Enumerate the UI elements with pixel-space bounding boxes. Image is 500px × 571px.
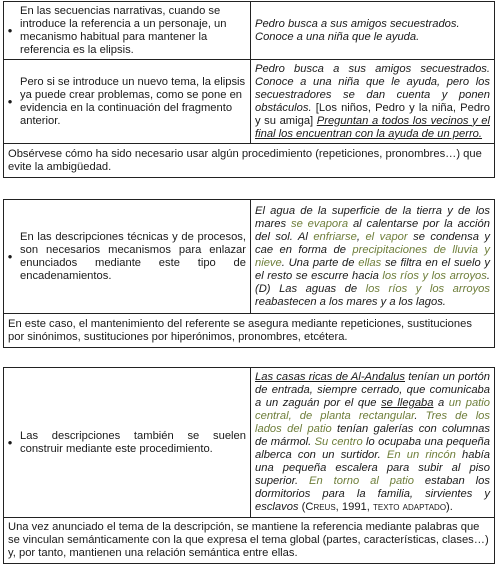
narrative-table [3, 1, 495, 178]
bullet: • [4, 2, 17, 60]
note-cell: Una vez anunciado el tema de la descripción, se mantiene la referencia mediante palabras que se vinculan semánticamente con la que expresa el tema global (partes, características, clases…) y, por tanto, mantienen una relación semántica entre ellas. [4, 518, 495, 564]
example-text: lo ocupaba una pequeña alberca con un surtidor. [255, 436, 490, 461]
example-text: tenían galerías con columnas de mármol. [255, 423, 490, 448]
highlight: Su centro [314, 436, 363, 448]
description-table [3, 367, 495, 564]
table-row [4, 518, 495, 564]
highlight: se evapora [290, 217, 349, 230]
highlight: ellas [358, 256, 382, 269]
highlight: enfriarse [313, 230, 357, 243]
table-row [4, 314, 495, 348]
example-text: estaban los dormitorios para la familia, sirvientes y esclavos [255, 475, 490, 513]
table-row [4, 200, 495, 314]
citation: (Creus, 1991, texto adaptado). [301, 501, 453, 513]
example-text: . Una parte de [281, 256, 359, 269]
bullet: • [4, 200, 17, 314]
example-text: tenían un portón de entrada, siempre cerrado, que comunicaba a un zaguán por el que [255, 371, 490, 409]
table-row [4, 144, 495, 178]
example-text: al calentarse por la acción del sol. Al [255, 217, 490, 243]
left-cell: En las descripciones técnicas y de procesos, son necesarios mecanismos para enlazar enunciados mediante este tipo de encadenamientos. [16, 200, 251, 314]
example-text: a [433, 397, 449, 409]
highlight: los ríos y los arroyos [382, 269, 487, 282]
example-text: Pedro busca a sus amigos secuestrados. Conoce a una niña que le ayuda, pero los secuestradores se dan cuenta y ponen obstáculos. [255, 62, 490, 114]
table-row [4, 368, 495, 518]
example-text: se filtra en el suelo y el resto se escurre hacia [255, 256, 490, 282]
bullet: • [4, 368, 17, 518]
bracketed-options: [Los niños, Pedro y la niña, Pedro y su amiga] [255, 101, 491, 127]
left-cell: Pero si se introduce un nuevo tema, la elipsis ya puede crear problemas, como se pone en evidencia en la continuación del fragmento anterior. [16, 60, 251, 144]
highlight: los ríos y los arroyos [365, 282, 490, 295]
technical-description-table [3, 199, 495, 348]
example-text: había una pequeña escalera para subir al piso superior. [255, 449, 490, 487]
example-text: se llegaba [381, 397, 434, 409]
example-cell [251, 60, 495, 144]
left-cell: En las secuencias narrativas, cuando se introduce la referencia a un personaje, un mecanismo habitual para mantener la referencia es la elipsis. [16, 2, 251, 60]
example-cell [251, 368, 495, 518]
highlight: precipitaciones de lluvia y nieve [255, 243, 490, 269]
table-row [4, 60, 495, 144]
example-line: Pedro busca a sus amigos secuestrados. [255, 17, 460, 30]
note-cell: Obsérvese cómo ha sido necesario usar algún procedimiento (repeticiones, pronombres…) que evite la ambigüedad. [4, 144, 495, 178]
example-text: Preguntan a todos los vecinos y el final los encuentran con la ayuda de un perro. [255, 114, 490, 140]
highlight: En un rincón [386, 449, 456, 461]
topic-phrase: Las casas ricas de Al-Andalus [255, 371, 405, 383]
example-text: . [414, 410, 426, 422]
example-text: reabastecen a los mares y a los lagos. [255, 295, 446, 308]
example-text: . (D) Las aguas de [255, 269, 490, 295]
example-text: El agua de la superficie de la tierra y de los mares [255, 204, 490, 230]
highlight: el vapor [365, 230, 408, 243]
example-text: , [356, 230, 366, 243]
highlight: En torno al patio [309, 475, 414, 487]
note-cell: En este caso, el mantenimiento del referente se asegura mediante repeticiones, sustituciones por sinónimos, sustituciones por hiperónimos, pronombres, etcétera. [4, 314, 495, 348]
example-cell [251, 200, 495, 314]
highlight: un patio central, de planta rectangular [255, 397, 490, 422]
example-cell [251, 2, 495, 60]
example-text: se condensa y cae en forma de [255, 230, 490, 256]
example-line: Conoce a una niña que le ayuda. [255, 30, 420, 43]
table-row [4, 2, 495, 60]
highlight: Tres de los lados del patio [255, 410, 490, 435]
bullet: • [4, 60, 17, 144]
left-cell: Las descripciones también se suelen construir mediante este procedimiento. [16, 368, 251, 518]
